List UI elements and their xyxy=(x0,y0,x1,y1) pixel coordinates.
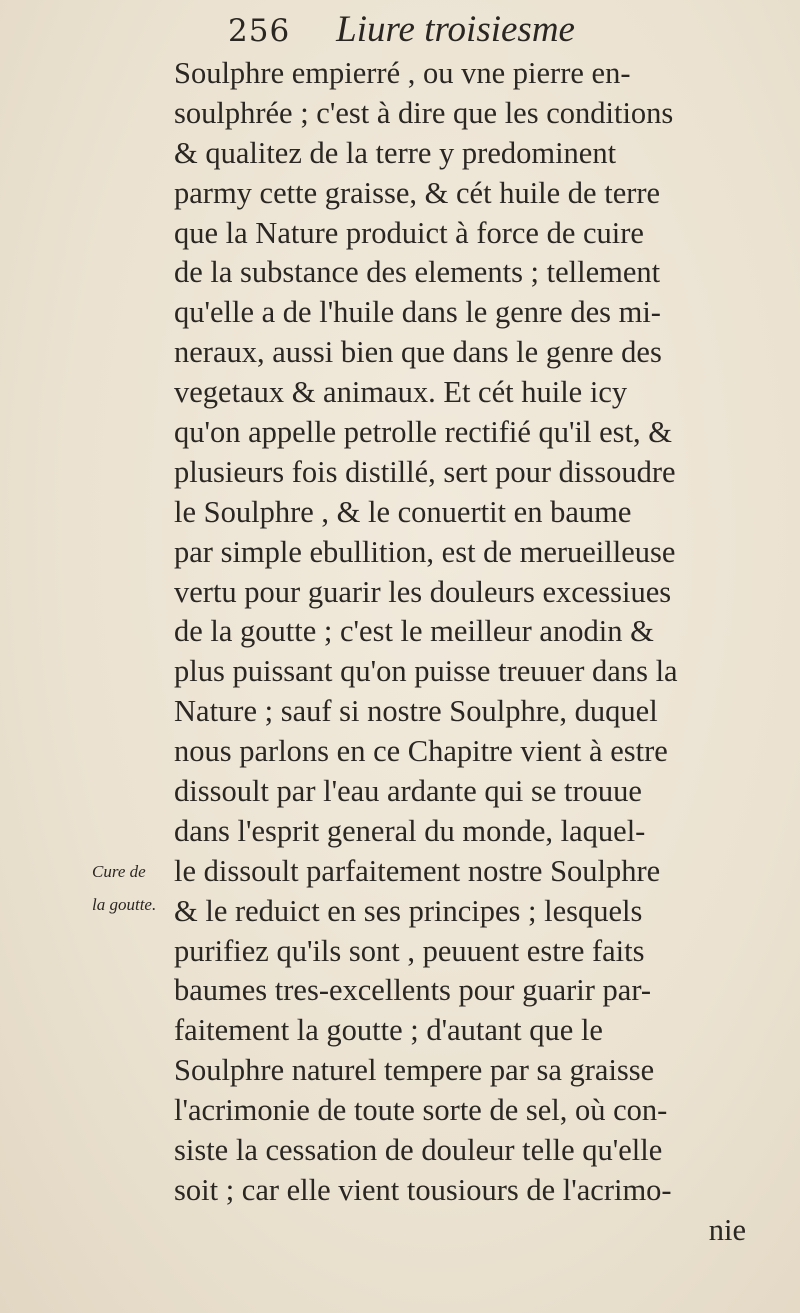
text-line: parmy cette graisse, & cét huile de terre xyxy=(174,175,661,210)
text-line: que la Nature produict à force de cuire xyxy=(174,215,644,250)
running-title: Liure troisiesme xyxy=(336,9,575,50)
text-line: Soulphre naturel tempere par sa graisse xyxy=(174,1053,655,1088)
text-line: le Soulphre , & le conuertit en baume xyxy=(174,494,632,529)
text-line: neraux, aussi bien que dans le genre des xyxy=(174,335,662,370)
text-line: qu'on appelle petrolle rectifié qu'il est, & xyxy=(174,415,672,450)
text-line-catchword: nie xyxy=(708,1212,746,1247)
text-line: de la goutte ; c'est le meilleur anodin & xyxy=(174,614,654,649)
text-line: siste la cessation de douleur telle qu'elle xyxy=(174,1133,663,1168)
text-line: nous parlons en ce Chapitre vient à estre xyxy=(174,734,668,769)
text-line: vertu pour guarir les douleurs excessiues xyxy=(174,574,672,609)
text-line: le dissoult parfaitement nostre Soulphre xyxy=(174,853,661,888)
text-line: l'acrimonie de toute sorte de sel, où con- xyxy=(174,1093,668,1128)
text-line: plus puissant qu'on puisse treuuer dans la xyxy=(174,654,678,689)
text-line: faitement la goutte ; d'autant que le xyxy=(174,1013,603,1048)
text-line: & qualitez de la terre y predominent xyxy=(174,135,617,170)
text-line: soit ; car elle vient tousiours de l'acrimo- xyxy=(174,1172,672,1207)
body-text xyxy=(174,54,784,1251)
text-line: vegetaux & animaux. Et cét huile icy xyxy=(174,375,628,410)
margin-note-line: la goutte. xyxy=(92,895,157,914)
text-line: qu'elle a de l'huile dans le genre des mi- xyxy=(174,295,661,330)
text-line: de la substance des elements ; tellement xyxy=(174,255,661,290)
text-line: & le reduict en ses principes ; lesquels xyxy=(174,893,643,928)
text-line: baumes tres-excellents pour guarir par- xyxy=(174,973,652,1008)
text-line: dissoult par l'eau ardante qui se trouue xyxy=(174,774,642,809)
text-line: soulphrée ; c'est à dire que les conditions xyxy=(174,95,674,130)
text-line: par simple ebullition, est de merueilleuse xyxy=(174,534,676,569)
text-line: plusieurs fois distillé, sert pour dissoudre xyxy=(174,454,676,489)
page-header xyxy=(228,8,575,58)
text-line: Soulphre empierré , ou vne pierre en- xyxy=(174,56,631,90)
text-line: dans l'esprit general du monde, laquel- xyxy=(174,813,646,848)
margin-note-line: Cure de xyxy=(92,862,146,881)
text-line: Nature ; sauf si nostre Soulphre, duquel xyxy=(174,694,658,729)
text-line: purifiez qu'ils sont , peuuent estre faits xyxy=(174,933,645,968)
page-number: 256 xyxy=(228,13,291,49)
margin-note xyxy=(92,855,172,921)
